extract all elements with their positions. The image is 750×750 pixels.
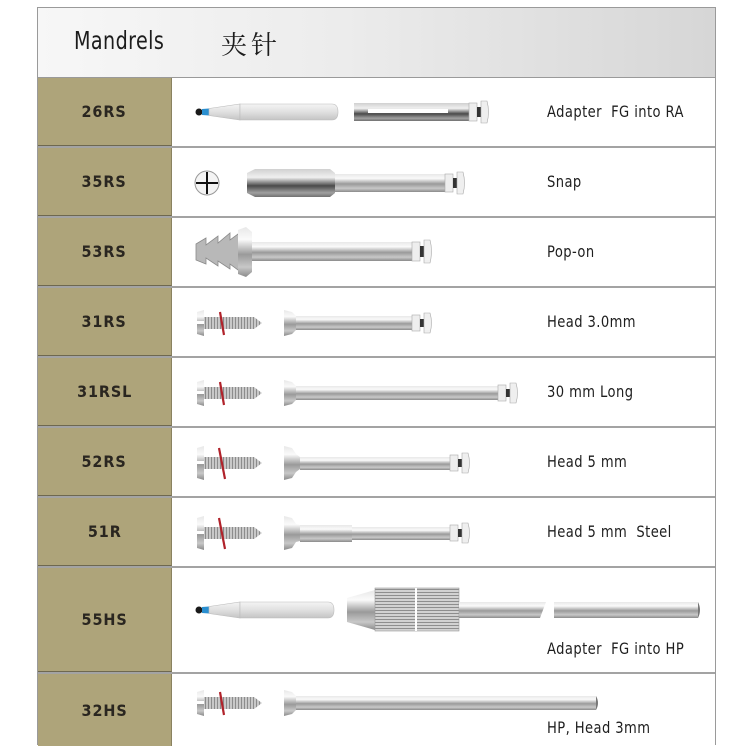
product-code-cell bbox=[38, 288, 172, 356]
product-code-cell bbox=[38, 568, 172, 672]
product-code-cell bbox=[38, 674, 172, 746]
product-image-cell bbox=[172, 218, 715, 286]
table-row bbox=[38, 498, 715, 568]
product-image-cell bbox=[172, 674, 715, 746]
product-description: 30 mm Long bbox=[547, 382, 634, 401]
product-image-cell bbox=[172, 428, 715, 496]
product-description: Pop-on bbox=[547, 242, 595, 261]
product-code-cell bbox=[38, 78, 172, 146]
product-code: 26RS bbox=[81, 102, 128, 121]
product-code-cell bbox=[38, 358, 172, 426]
table-header bbox=[38, 8, 715, 78]
page-title-chinese: 夹针 bbox=[221, 30, 282, 60]
product-description: Head 3.0mm bbox=[547, 312, 637, 331]
product-code: 35RS bbox=[81, 172, 128, 191]
product-code: 55HS bbox=[81, 610, 128, 629]
table-row bbox=[38, 674, 715, 746]
product-image-cell bbox=[172, 498, 715, 566]
table-row bbox=[38, 148, 715, 218]
product-image-cell bbox=[172, 358, 715, 426]
fg-bur-and-hp-adapter-icon bbox=[172, 568, 712, 674]
product-code: 52RS bbox=[81, 452, 128, 471]
product-image-cell bbox=[172, 288, 715, 356]
table-row bbox=[38, 218, 715, 288]
product-code: 32HS bbox=[81, 700, 128, 720]
table-row bbox=[38, 358, 715, 428]
product-description: HP, Head 3mm bbox=[547, 718, 651, 737]
snap-mandrel-icon bbox=[172, 148, 712, 218]
page-title: Mandrels bbox=[74, 26, 165, 55]
table-row bbox=[38, 78, 715, 148]
pop-on-mandrel-icon bbox=[172, 218, 712, 288]
table-row bbox=[38, 568, 715, 674]
table-row bbox=[38, 288, 715, 358]
product-code: 31RS bbox=[81, 312, 128, 331]
product-code-cell bbox=[38, 498, 172, 566]
product-description: Snap bbox=[547, 172, 582, 191]
product-description: Adapter FG into HP bbox=[547, 639, 685, 658]
product-code: 31RSL bbox=[76, 382, 133, 401]
product-image-cell bbox=[172, 78, 715, 146]
product-code-cell bbox=[38, 428, 172, 496]
product-image-cell bbox=[172, 148, 715, 216]
table-row bbox=[38, 428, 715, 498]
product-description: Adapter FG into RA bbox=[547, 102, 684, 121]
screw-mandrel-head5-icon bbox=[172, 428, 712, 498]
product-image-cell bbox=[172, 568, 715, 672]
product-description: Head 5 mm bbox=[547, 452, 628, 471]
product-description: Head 5 mm Steel bbox=[547, 522, 672, 541]
product-code: 51R bbox=[87, 522, 122, 541]
product-code: 53RS bbox=[81, 242, 128, 261]
product-code-cell bbox=[38, 218, 172, 286]
product-code-cell bbox=[38, 148, 172, 216]
mandrels-table bbox=[37, 7, 716, 745]
